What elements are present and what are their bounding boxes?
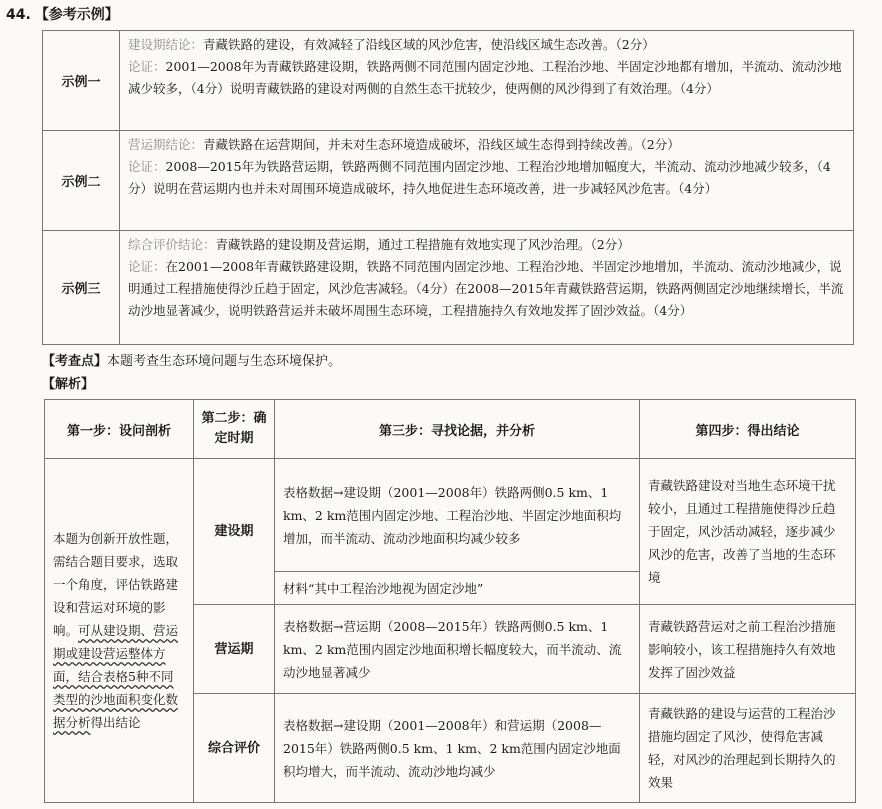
argument-text: 2001—2008年为青藏铁路建设期，铁路两侧不同范围内固定沙地、工程治沙地、半固定沙地都有增加，半流动、流动沙地减少较多，（4分）说明青藏铁路的建设对两侧的自然生态干扰较少，使两侧的风沙得到了有效治理。（4分） — [128, 59, 842, 96]
question-number: 44. — [6, 7, 31, 23]
argument-label: 论证： — [128, 159, 166, 174]
conclusion-cell: 青藏铁路营运对之前工程治沙措施影响较小，该工程措施持久有效地发挥了固沙效益 — [640, 605, 856, 694]
exam-point — [42, 350, 341, 369]
question-header — [6, 4, 119, 24]
stage-label: 营运期 — [194, 605, 275, 694]
step1-underlined-text: 可从建设期、营运期或建设营运整体方面，结合表格5种不同类型的沙地面积变化数据分析 — [53, 623, 179, 730]
argument-text: 在2001—2008年青藏铁路建设期，铁路不同范围内固定沙地、工程治沙地、半固定沙地增加，半流动、流动沙地减少，说明通过工程措施使得沙丘趋于固定，风沙危害减轻。（4分）在2008—2015年青藏铁路营运期，铁路两侧固定沙地继续增长，半流动沙地显著减少，说明铁路营运并未破坏周围生态环境，工程措施持久有效地发挥了固沙效益。（4分） — [128, 259, 844, 318]
examples-table — [42, 30, 854, 345]
section-title: 【参考示例】 — [34, 7, 119, 23]
example-content — [120, 231, 854, 345]
argument-label: 论证： — [128, 259, 166, 274]
table-row — [45, 459, 856, 572]
conclusion-text: 青藏铁路在运营期间，并未对生态环境造成破坏，沿线区域生态得到持续改善。（2分） — [203, 137, 680, 152]
conclusion-cell: 青藏铁路的建设与运营的工程治沙措施均固定了风沙，使得危害减轻，对风沙的治理起到长期持久的效果 — [640, 694, 856, 803]
evidence-cell: 表格数据→建设期（2001—2008年）和营运期（2008—2015年）铁路两侧0.5 km、1 km、2 km范围内固定沙地面积均增大，而半流动、流动沙地均减少 — [275, 694, 640, 803]
exam-point-text: 本题考查生态环境问题与生态环境保护。 — [107, 354, 342, 369]
step1-tail-text: 得出结论 — [90, 715, 141, 730]
evidence-cell: 材料“其中工程治沙地视为固定沙地” — [275, 572, 640, 605]
example-label: 示例三 — [43, 231, 120, 345]
argument-text: 2008—2015年为铁路营运期，铁路两侧不同范围内固定沙地、工程治沙地增加幅度大，半流动、流动沙地减少较多，（4分）说明在营运期内也并未对周围环境造成破坏，持久地促进生态环境改善，进一步减轻风沙危害。（4分） — [128, 159, 831, 196]
conclusion-text: 青藏铁路的建设，有效减轻了沿线区域的风沙危害，使沿线区域生态改善。（2分） — [203, 37, 655, 52]
stage-label: 建设期 — [194, 459, 275, 605]
example-content — [120, 131, 854, 231]
example-row — [43, 231, 854, 345]
conclusion-label: 综合评价结论： — [128, 237, 216, 252]
argument-label: 论证： — [128, 59, 166, 74]
example-label: 示例一 — [43, 31, 120, 131]
column-header: 第一步：设问剖析 — [45, 400, 194, 459]
step1-analysis — [45, 459, 194, 803]
analysis-header-row — [45, 400, 856, 459]
example-content — [120, 31, 854, 131]
column-header: 第三步：寻找论据，并分析 — [275, 400, 640, 459]
analysis-table — [44, 399, 856, 803]
analysis-label: 【解析】 — [42, 377, 95, 392]
example-row — [43, 31, 854, 131]
column-header: 第二步：确定时期 — [194, 400, 275, 459]
exam-point-label: 【考查点】 — [42, 354, 108, 369]
example-row — [43, 131, 854, 231]
conclusion-label: 建设期结论： — [128, 37, 204, 52]
step1-plain-text: 本题为创新开放性题，需结合题目要求，选取一个角度，评估铁路建设和营运对环境的影响。 — [53, 531, 179, 638]
stage-label: 综合评价 — [194, 694, 275, 803]
example-label: 示例二 — [43, 131, 120, 231]
column-header: 第四步：得出结论 — [640, 400, 856, 459]
evidence-cell: 表格数据→营运期（2008—2015年）铁路两侧0.5 km、1 km、2 km范围内固定沙地面积增长幅度较大，而半流动、流动沙地显著减少 — [275, 605, 640, 694]
conclusion-label: 营运期结论： — [128, 137, 204, 152]
conclusion-cell: 青藏铁路建设对当地生态环境干扰较小，且通过工程措施使得沙丘趋于固定，风沙活动减轻，逐步减少风沙的危害，改善了当地的生态环境 — [640, 459, 856, 605]
conclusion-text: 青藏铁路的建设期及营运期，通过工程措施有效地实现了风沙治理。（2分） — [215, 237, 630, 252]
evidence-cell: 表格数据→建设期（2001—2008年）铁路两侧0.5 km、1 km、2 km范围内固定沙地、工程治沙地、半固定沙地面积均增加，而半流动、流动沙地面积均减少较多 — [275, 459, 640, 572]
